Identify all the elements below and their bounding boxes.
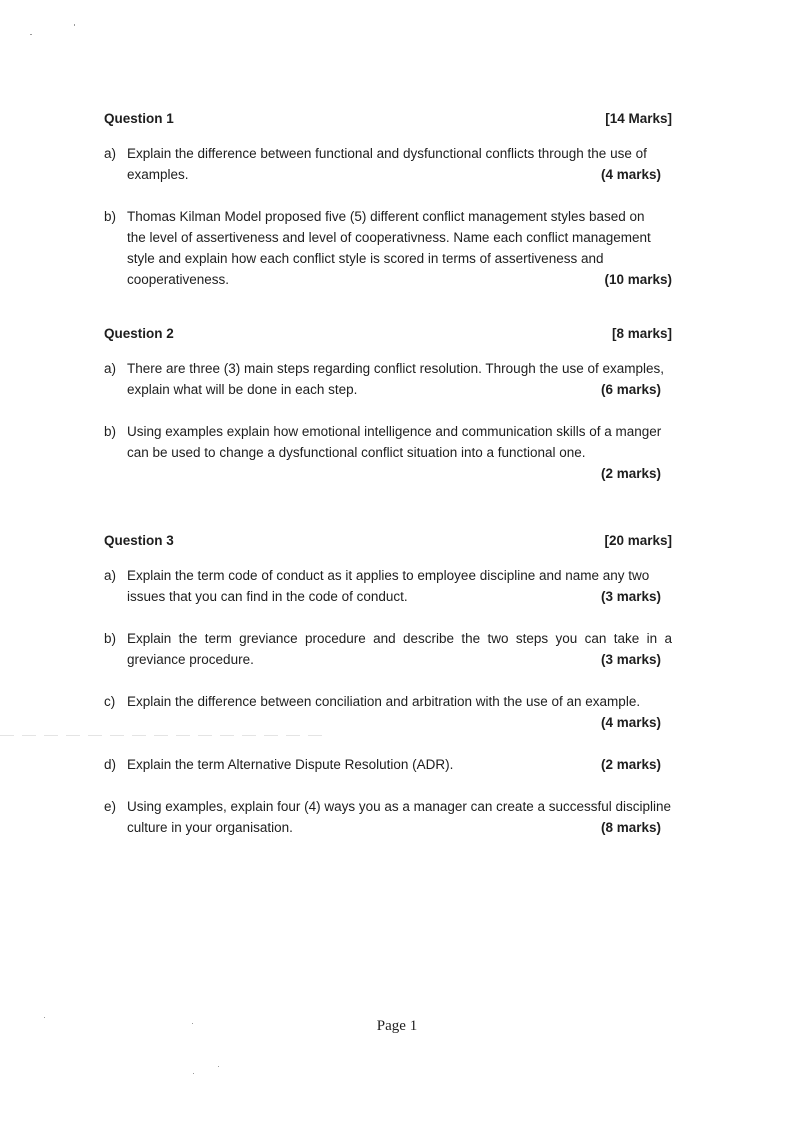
- question-1-header: [104, 110, 672, 128]
- question-2-part-b: [104, 421, 672, 484]
- part-marks: (10 marks): [604, 272, 672, 287]
- part-text-line: style and explain how each conflict style is scored in terms of assertiveness and: [127, 251, 604, 266]
- part-text-line: There are three (3) main steps regarding conflict resolution. Through the use of examples,: [127, 361, 665, 376]
- part-label: b): [104, 424, 117, 439]
- question-2-part-a: [104, 358, 672, 400]
- scan-artifact-line: [0, 735, 330, 736]
- part-label: c): [104, 694, 116, 709]
- part-text-line: Explain the term code of conduct as it applies to employee discipline and name any two: [127, 568, 650, 583]
- part-label: d): [104, 757, 117, 772]
- question-1-part-a: [104, 143, 672, 185]
- question-title: Question 1: [104, 111, 174, 126]
- part-label: b): [104, 209, 117, 224]
- part-marks: (2 marks): [600, 466, 661, 481]
- question-title: Question 2: [104, 326, 174, 341]
- part-marks: (4 marks): [600, 715, 661, 730]
- question-2-header: [104, 325, 672, 343]
- question-3-part-e: [104, 796, 672, 838]
- scan-speck: [193, 1073, 194, 1074]
- part-text-line: cooperativeness.: [127, 272, 230, 287]
- part-marks: (4 marks): [600, 167, 661, 182]
- question-total-marks: [20 marks]: [604, 533, 672, 548]
- question-title: Question 3: [104, 533, 174, 548]
- question-total-marks: [8 marks]: [611, 326, 672, 341]
- question-3-header: [104, 532, 672, 550]
- part-text-line: Explain the term greviance procedure and describe the two steps you can take in a: [127, 631, 672, 646]
- part-marks: (6 marks): [600, 382, 661, 397]
- page-number: Page 1: [376, 1018, 418, 1034]
- question-total-marks: [14 Marks]: [605, 111, 672, 126]
- part-text-line: culture in your organisation.: [127, 820, 293, 835]
- part-label: a): [104, 568, 117, 583]
- question-3-part-d: [104, 754, 672, 775]
- scan-speck: [44, 1017, 45, 1018]
- part-text-line: explain what will be done in each step.: [127, 382, 358, 397]
- part-text-line: Thomas Kilman Model proposed five (5) different conflict management styles based on: [127, 209, 645, 224]
- part-text-line: Explain the term Alternative Dispute Resolution (ADR).: [127, 757, 454, 772]
- part-label: a): [104, 361, 117, 376]
- part-label: e): [104, 799, 117, 814]
- part-text-line: Explain the difference between functional and dysfunctional conflicts through the use of: [127, 146, 647, 161]
- part-text-line: can be used to change a dysfunctional conflict situation into a functional one.: [127, 445, 586, 460]
- question-1-part-b: [104, 206, 672, 290]
- part-marks: (3 marks): [600, 652, 661, 667]
- part-marks: (3 marks): [600, 589, 661, 604]
- scan-speck: [192, 1023, 193, 1024]
- scan-speck: [30, 34, 32, 35]
- part-text-line: issues that you can find in the code of conduct.: [127, 589, 408, 604]
- question-3-part-c: [104, 691, 672, 733]
- part-marks: (8 marks): [600, 820, 661, 835]
- question-3-part-b: [104, 628, 672, 670]
- scan-speck: [74, 24, 75, 26]
- part-text-line: Explain the difference between conciliation and arbitration with the use of an example.: [127, 694, 641, 709]
- question-3-part-a: [104, 565, 672, 607]
- part-label: a): [104, 146, 117, 161]
- scan-speck: [218, 1066, 219, 1067]
- part-text-line: Using examples explain how emotional intelligence and communication skills of a manger: [127, 424, 662, 439]
- part-text-line: Using examples, explain four (4) ways you as a manager can create a successful discipline: [127, 799, 672, 814]
- part-marks: (2 marks): [600, 757, 661, 772]
- part-text-line: greviance procedure.: [127, 652, 254, 667]
- part-label: b): [104, 631, 117, 646]
- part-text-line: the level of assertiveness and level of cooperativness. Name each conflict management: [127, 230, 651, 245]
- part-text-line: examples.: [127, 167, 189, 182]
